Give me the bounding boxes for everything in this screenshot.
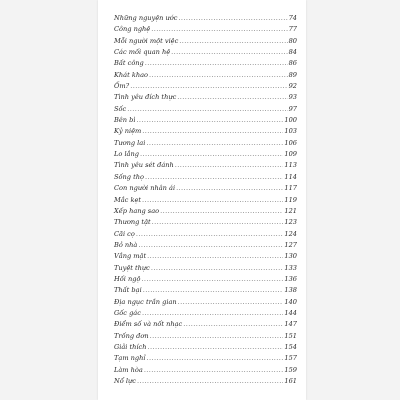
dot-leader: [171, 47, 287, 58]
book-page: [98, 0, 306, 400]
dot-leader: [142, 308, 283, 319]
toc-entry: [114, 353, 297, 364]
toc-entry: [114, 70, 297, 81]
toc-entry-title: Khát khao: [114, 70, 148, 79]
dot-leader: [145, 172, 283, 183]
toc-entry-title: Kỷ niệm: [114, 127, 142, 136]
toc-entry-page-number: 138: [284, 286, 297, 295]
dot-leader: [145, 58, 288, 69]
toc-entry: [114, 47, 297, 58]
dot-leader: [179, 36, 287, 47]
toc-entry: [114, 172, 297, 183]
dot-leader: [150, 331, 284, 342]
toc-entry-page-number: 133: [284, 263, 297, 272]
dot-leader: [177, 92, 287, 103]
toc-entry-page-number: 93: [288, 93, 297, 102]
toc-entry-page-number: 114: [284, 172, 297, 181]
toc-entry-page-number: 123: [284, 218, 297, 227]
toc-entry-title: Bên bì: [114, 116, 136, 125]
toc-entry: [114, 297, 297, 308]
toc-entry: [114, 342, 297, 353]
dot-leader: [140, 149, 283, 160]
toc-entry: [114, 58, 297, 69]
dot-leader: [151, 24, 287, 35]
dot-leader: [137, 376, 283, 387]
dot-leader: [183, 319, 283, 330]
toc-entry-page-number: 74: [288, 14, 297, 22]
toc-entry-title: Tuyệt thực: [114, 263, 150, 272]
dot-leader: [176, 183, 283, 194]
toc-entry-page-number: 100: [284, 116, 297, 125]
toc-entry: [114, 183, 297, 194]
dot-leader: [136, 115, 283, 126]
table-of-contents: [114, 13, 297, 387]
dot-leader: [151, 263, 284, 274]
dot-leader: [147, 342, 283, 353]
toc-entry: [114, 92, 297, 103]
toc-entry-title: Những nguyện ước: [114, 14, 178, 22]
toc-entry-page-number: 86: [288, 59, 297, 68]
toc-entry: [114, 217, 297, 228]
toc-entry: [114, 285, 297, 296]
toc-entry: [114, 138, 297, 149]
dot-leader: [142, 195, 283, 206]
toc-entry: [114, 81, 297, 92]
toc-entry-title: Tình yêu sét đánh: [114, 161, 174, 170]
dot-leader: [149, 70, 288, 81]
dot-leader: [130, 81, 287, 92]
toc-entry-title: Xếp hang sao: [114, 206, 160, 215]
dot-leader: [138, 240, 283, 251]
toc-entry-title: Điểm số và nốt nhạc: [114, 320, 183, 329]
dot-leader: [147, 353, 284, 364]
toc-entry: [114, 365, 297, 376]
toc-entry-title: Vắng mặt: [114, 252, 147, 261]
toc-entry-page-number: 92: [288, 82, 297, 91]
toc-entry-title: Bất công: [114, 59, 144, 68]
dot-leader: [142, 126, 283, 137]
toc-entry: [114, 376, 297, 387]
toc-entry-title: Làm hòa: [114, 365, 143, 374]
toc-entry-page-number: 147: [284, 320, 297, 329]
toc-entry: [114, 229, 297, 240]
toc-entry-page-number: 80: [288, 36, 297, 45]
toc-entry-title: Lo lắng: [114, 150, 139, 159]
toc-entry-page-number: 144: [284, 308, 297, 317]
toc-entry-title: Tình yêu đích thực: [114, 93, 177, 102]
toc-entry: [114, 24, 297, 35]
toc-entry: [114, 251, 297, 262]
dot-leader: [146, 138, 283, 149]
toc-entry: [114, 149, 297, 160]
toc-entry-page-number: 97: [288, 104, 297, 113]
dot-leader: [143, 285, 284, 296]
toc-entry-title: Trống đơn: [114, 331, 149, 340]
toc-entry-page-number: 140: [284, 297, 297, 306]
toc-entry-page-number: 113: [284, 161, 297, 170]
dot-leader: [152, 217, 284, 228]
dot-leader: [147, 251, 283, 262]
toc-entry-title: Thất bại: [114, 286, 142, 295]
toc-entry: [114, 308, 297, 319]
toc-entry-title: Địa ngục trần gian: [114, 297, 177, 306]
dot-leader: [178, 13, 287, 24]
toc-entry-title: Tạm nghỉ: [114, 354, 146, 363]
toc-entry-page-number: 103: [284, 127, 297, 136]
toc-entry-title: Gốc gác: [114, 308, 141, 317]
dot-leader: [127, 104, 287, 115]
toc-entry-page-number: 119: [284, 195, 297, 204]
toc-entry: [114, 206, 297, 217]
toc-entry-page-number: 157: [284, 354, 297, 363]
toc-entry: [114, 104, 297, 115]
dot-leader: [141, 274, 283, 285]
dot-leader: [136, 229, 284, 240]
toc-entry-page-number: 84: [288, 48, 297, 57]
toc-entry-page-number: 161: [284, 377, 297, 385]
toc-entry-title: Cãi cọ: [114, 229, 135, 238]
toc-entry-page-number: 124: [284, 229, 297, 238]
toc-entry-title: Mắc kẹt: [114, 195, 142, 204]
toc-entry-title: Hối ngộ: [114, 274, 141, 283]
toc-entry: [114, 240, 297, 251]
toc-entry-title: Tương lai: [114, 138, 146, 147]
toc-entry-title: Ốm?: [114, 82, 130, 91]
toc-entry-page-number: 117: [284, 184, 297, 193]
dot-leader: [175, 160, 284, 171]
dot-leader: [178, 297, 284, 308]
toc-entry-page-number: 151: [284, 331, 297, 340]
toc-entry-page-number: 130: [284, 252, 297, 261]
toc-entry-title: Nổ lực: [114, 377, 136, 385]
toc-entry-page-number: 159: [284, 365, 297, 374]
toc-entry-title: Công nghệ: [114, 25, 151, 34]
toc-entry-page-number: 136: [284, 274, 297, 283]
toc-entry: [114, 319, 297, 330]
toc-entry-title: Giải thích: [114, 342, 147, 351]
toc-entry: [114, 115, 297, 126]
toc-entry-title: Sốc: [114, 104, 127, 113]
toc-entry-page-number: 106: [284, 138, 297, 147]
toc-entry: [114, 160, 297, 171]
toc-entry-title: Các mối quan hệ: [114, 48, 171, 57]
toc-entry: [114, 274, 297, 285]
toc-entry-page-number: 154: [284, 342, 297, 351]
toc-entry-page-number: 127: [284, 240, 297, 249]
toc-entry-page-number: 121: [284, 206, 297, 215]
toc-entry: [114, 126, 297, 137]
toc-entry: [114, 13, 297, 24]
dot-leader: [160, 206, 283, 217]
toc-entry: [114, 263, 297, 274]
toc-entry-title: Con người nhân ái: [114, 184, 176, 193]
toc-entry: [114, 331, 297, 342]
toc-entry-title: Bỏ nhà: [114, 240, 138, 249]
toc-entry-title: Sống thọ: [114, 172, 144, 181]
toc-entry-page-number: 109: [284, 150, 297, 159]
toc-entry-title: Thương tật: [114, 218, 151, 227]
toc-entry-title: Mỗi người một việc: [114, 36, 179, 45]
toc-entry-page-number: 77: [288, 25, 297, 34]
toc-entry: [114, 36, 297, 47]
toc-entry: [114, 195, 297, 206]
dot-leader: [144, 365, 284, 376]
toc-entry-page-number: 89: [288, 70, 297, 79]
